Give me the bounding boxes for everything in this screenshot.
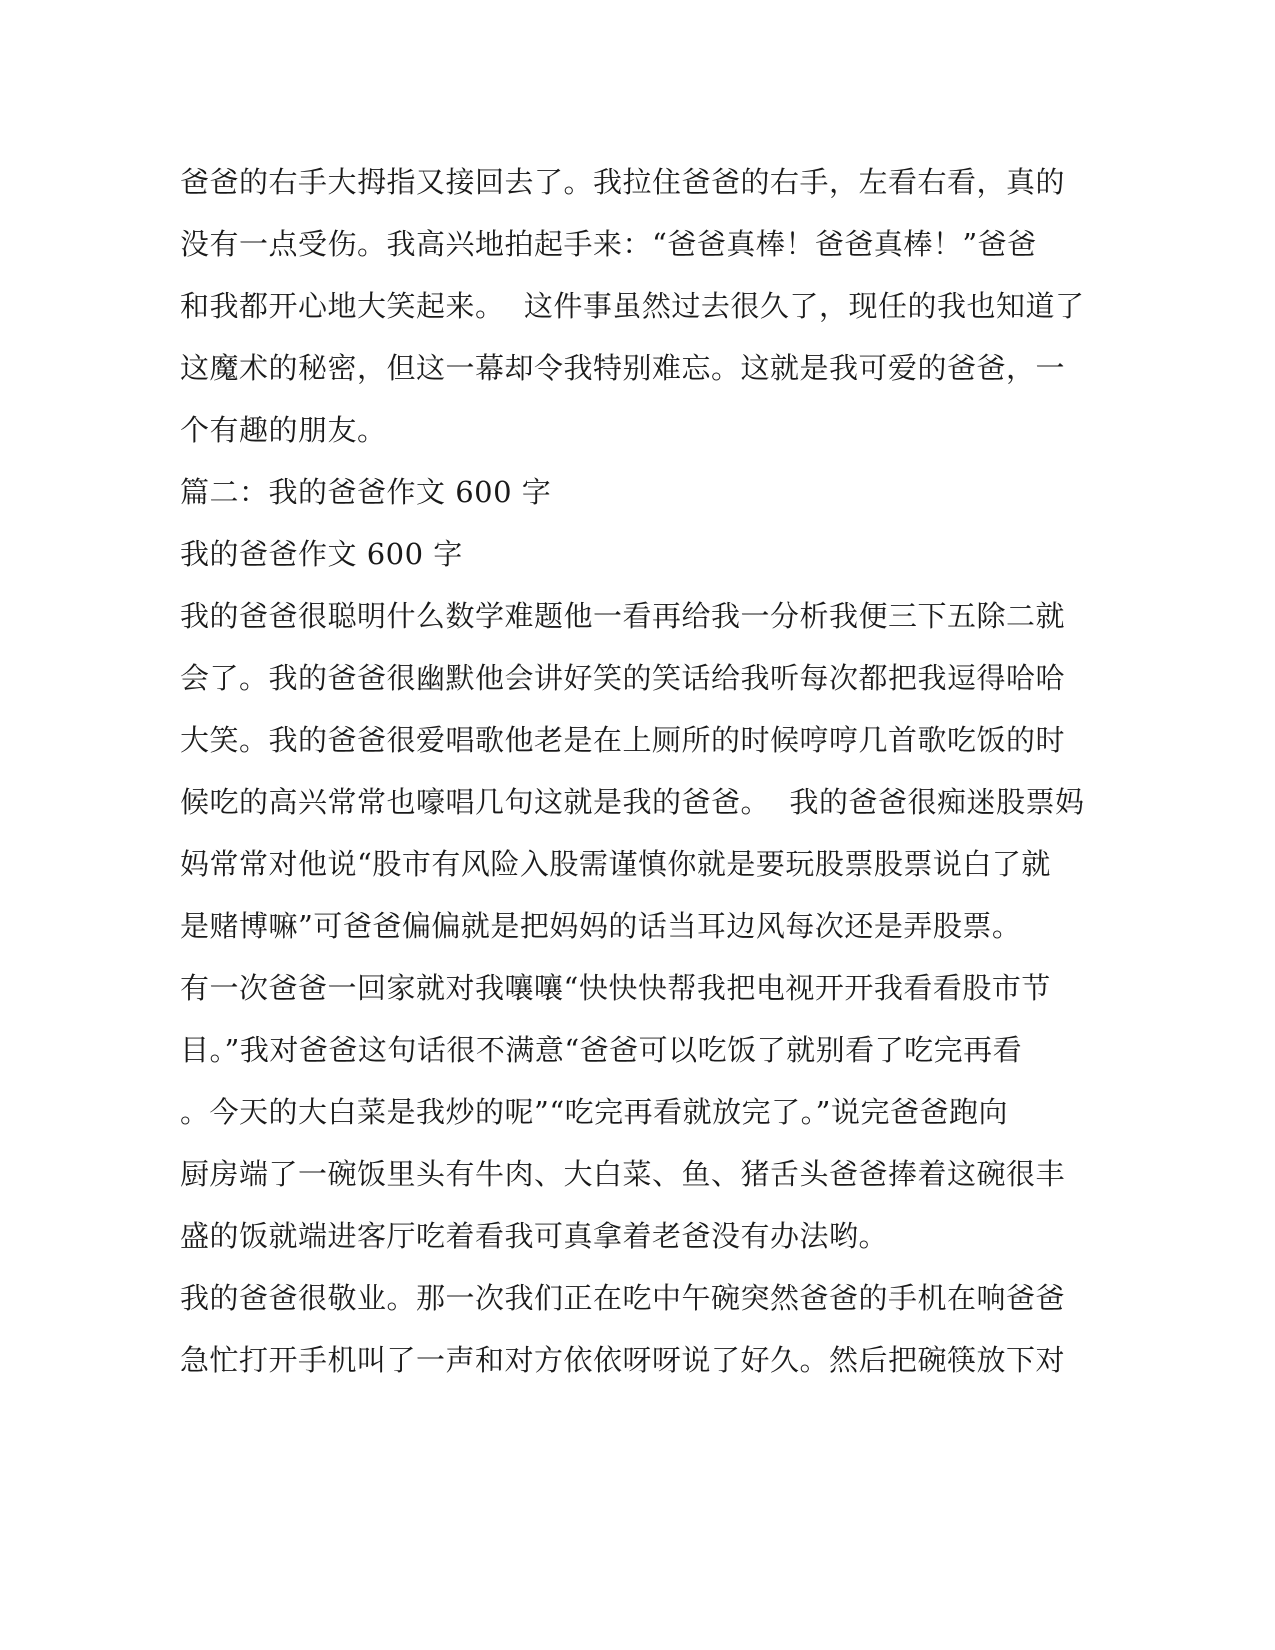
text-line: 会了。我的爸爸很幽默他会讲好笑的笑话给我听每次都把我逗得哈哈 (180, 661, 1066, 695)
text-line: 有一次爸爸一回家就对我嚷嚷“快快快帮我把电视开开我看看股市节 (180, 971, 1051, 1005)
text-line: 大笑。我的爸爸很爱唱歌他老是在上厕所的时候哼哼几首歌吃饭的时 (180, 723, 1066, 757)
text-line: 个有趣的朋友。 (180, 413, 387, 447)
text-line: 急忙打开手机叫了一声和对方依依呀呀说了好久。然后把碗筷放下对 (180, 1343, 1066, 1377)
text-line: 目。”我对爸爸这句话很不满意“爸爸可以吃饭了就别看了吃完再看 (180, 1033, 1023, 1067)
text-line: 没有一点受伤。我高兴地拍起手来：“爸爸真棒！爸爸真棒！”爸爸 (180, 227, 1037, 261)
text-line: 这魔术的秘密，但这一幕却令我特别难忘。这就是我可爱的爸爸，一 (180, 351, 1066, 385)
text-line: 。今天的大白菜是我炒的呢”“吃完再看就放完了。”说完爸爸跑向 (180, 1095, 1008, 1129)
text-line: 和我都开心地大笑起来。 这件事虽然过去很久了，现任的我也知道了 (180, 289, 1085, 323)
text-line: 候吃的高兴常常也嚎唱几句这就是我的爸爸。 我的爸爸很痴迷股票妈 (180, 785, 1085, 819)
text-line: 是赌博嘛”可爸爸偏偏就是把妈妈的话当耳边风每次还是弄股票。 (180, 909, 1022, 943)
section-heading: 篇二：我的爸爸作文 600 字 (180, 475, 552, 509)
text-line: 盛的饭就端进客厅吃着看我可真拿着老爸没有办法哟。 (180, 1219, 889, 1253)
text-line: 我的爸爸很敬业。那一次我们正在吃中午碗突然爸爸的手机在响爸爸 (180, 1281, 1066, 1315)
text-line: 妈常常对他说“股市有风险入股需谨慎你就是要玩股票股票说白了就 (180, 847, 1051, 881)
text-line: 厨房端了一碗饭里头有牛肉、大白菜、鱼、猪舌头爸爸捧着这碗很丰 (180, 1157, 1066, 1191)
essay-title: 我的爸爸作文 600 字 (180, 537, 463, 571)
text-line: 爸爸的右手大拇指又接回去了。我拉住爸爸的右手，左看右看，真的 (180, 165, 1066, 199)
text-line: 我的爸爸很聪明什么数学难题他一看再给我一分析我便三下五除二就 (180, 599, 1066, 633)
